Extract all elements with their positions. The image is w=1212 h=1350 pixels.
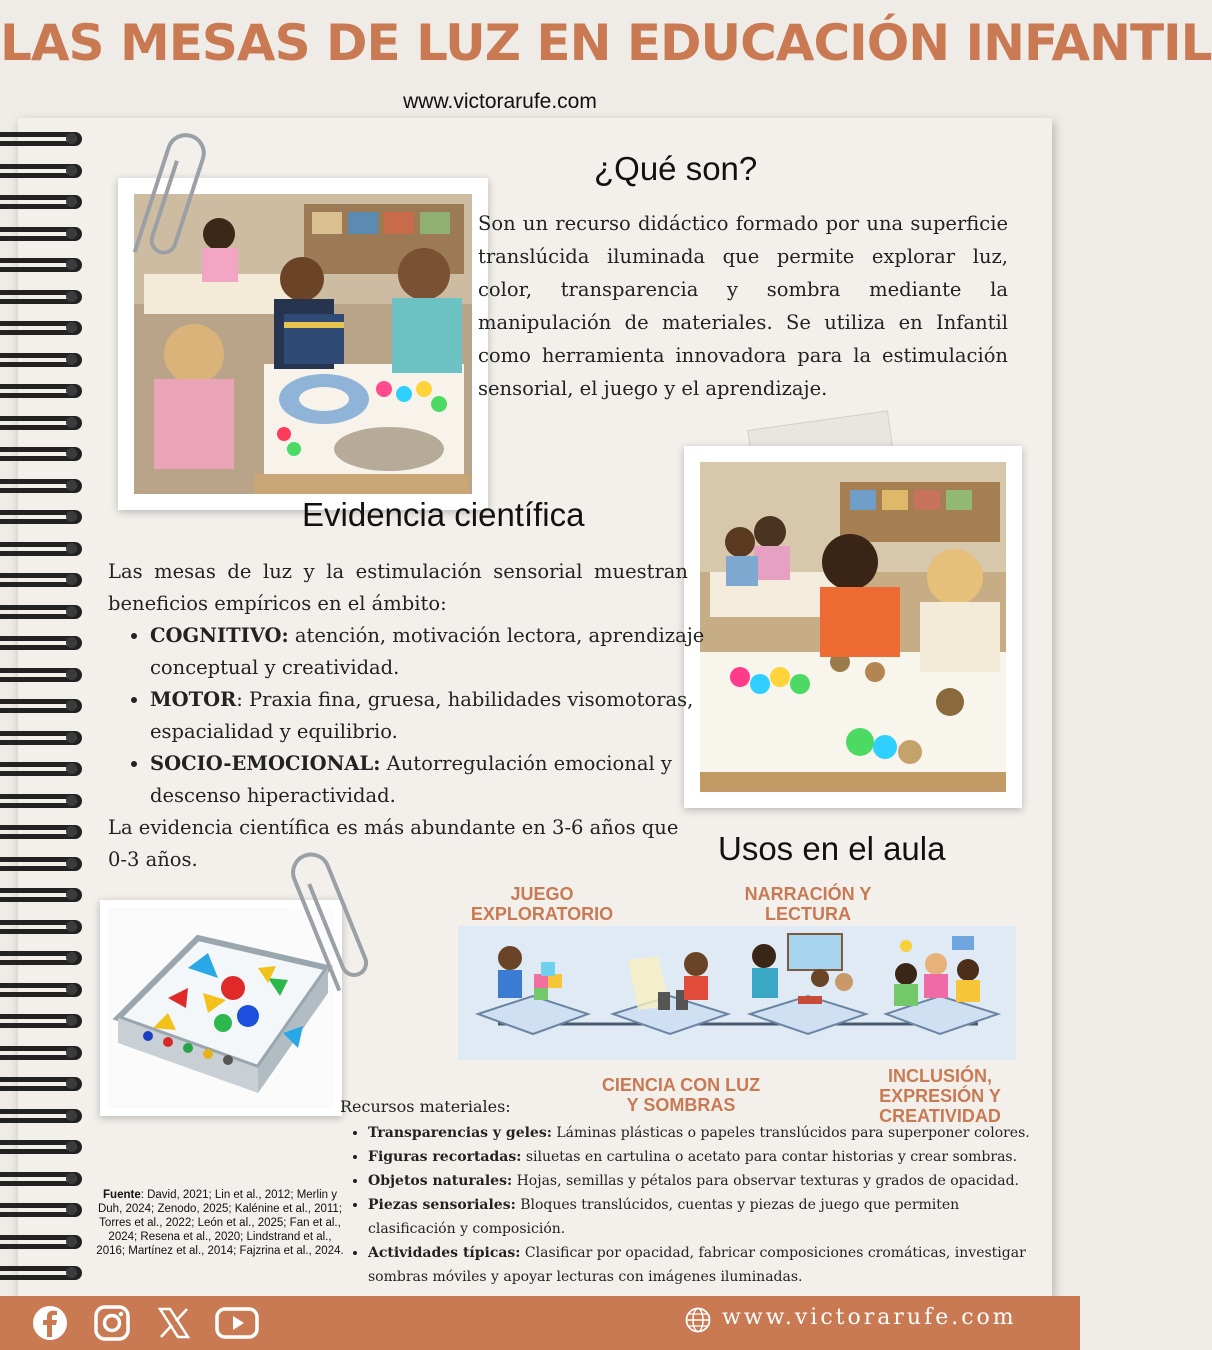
spiral-binding [0, 118, 90, 1298]
usos-label-ciencia: CIENCIA CON LUZ Y SOMBRAS [601, 1075, 761, 1115]
binding-hole [66, 228, 77, 239]
binding-hole [66, 795, 77, 806]
binding-hole [66, 1204, 77, 1215]
x-icon[interactable] [154, 1303, 194, 1343]
recurso-desc: Clasificar por opacidad, fabricar composiciones cromáticas, investigar sombras móviles y apoyar lecturas con imágenes iluminadas. [368, 1245, 1026, 1285]
evidencia-desc-cognitivo: atención, motivación lectora, aprendizaje conceptual y creatividad. [150, 624, 705, 679]
binding-hole [66, 291, 77, 302]
recursos-title: Recursos materiales: [340, 1097, 511, 1116]
binding-hole [66, 669, 77, 680]
usos-heading: Usos en el aula [718, 830, 946, 867]
binding-hole [66, 417, 77, 428]
paperclip-icon [292, 840, 362, 1000]
binding-hole [66, 858, 77, 869]
list-item [368, 1193, 1048, 1241]
binding-hole [66, 889, 77, 900]
photo-children-light-table-2 [684, 446, 1022, 808]
recurso-desc: Bloques translúcidos, cuentas y piezas de juego que permiten clasificación y composición. [368, 1197, 960, 1237]
evidencia-desc-motor: : Praxia fina, gruesa, habilidades visomotoras, espacialidad y equilibrio. [150, 688, 694, 743]
que-son-text: Son un recurso didáctico formado por una superficie translúcida iluminada que permite explorar luz, color, transparencia y sombra mediante la manipulación de materiales. Se utiliza en Infantil como herramienta innovadora para la estimulación sensorial, el juego y el aprendizaje. [478, 212, 1008, 400]
header-url[interactable]: www.victorarufe.com [403, 90, 597, 113]
recurso-term: Piezas sensoriales: [368, 1197, 516, 1213]
globe-icon [684, 1306, 712, 1334]
fuente-citations [94, 1188, 346, 1258]
binding-hole [66, 354, 77, 365]
paperclip-icon [134, 120, 204, 270]
instagram-icon[interactable] [92, 1303, 132, 1343]
fuente-text: : David, 2021; Lin et al., 2012; Merlin y Duh, 2024; Zenodo, 2025; Kalénine et al., 2011; Torres et al., 2022; León et al., 2025; Fan et al., 2024; Resena et al., 2020; Lindstrand et al., 2016; Martínez et al., 2014; Fajzrina et al., 2024. [96, 1189, 344, 1257]
binding-hole [66, 732, 77, 743]
binding-hole [66, 1047, 77, 1058]
binding-hole [66, 165, 77, 176]
binding-hole [66, 984, 77, 995]
recursos-list [348, 1121, 1048, 1289]
binding-hole [66, 511, 77, 522]
usos-label-juego: JUEGO EXPLORATORIO [470, 884, 614, 924]
binding-hole [66, 1173, 77, 1184]
evidencia-desc-socio: Autorregulación emocional y descenso hiperactividad. [150, 752, 672, 807]
recurso-term: Actividades típicas: [368, 1245, 521, 1261]
binding-hole [66, 826, 77, 837]
binding-hole [66, 1141, 77, 1152]
recurso-desc: siluetas en cartulina o acetato para contar historias y crear sombras. [521, 1149, 1018, 1165]
binding-hole [66, 480, 77, 491]
list-item [368, 1121, 1048, 1145]
evidencia-heading: Evidencia científica [302, 496, 585, 533]
list-item [150, 748, 730, 812]
binding-hole [66, 1110, 77, 1121]
list-item [368, 1241, 1048, 1289]
page-title: LAS MESAS DE LUZ EN EDUCACIÓN INFANTIL [0, 14, 1212, 72]
footer-url[interactable]: www.victorarufe.com [722, 1305, 1017, 1330]
binding-hole [66, 921, 77, 932]
binding-hole [66, 952, 77, 963]
evidencia-term-cognitivo: COGNITIVO: [150, 624, 289, 647]
evidencia-intro: Las mesas de luz y la estimulación sensorial muestran beneficios empíricos en el ámbito: [108, 560, 688, 615]
facebook-icon[interactable] [30, 1303, 70, 1343]
recurso-desc: Hojas, semillas y pétalos para observar texturas y grados de opacidad. [512, 1173, 1020, 1189]
list-item [150, 684, 730, 748]
list-item [368, 1145, 1048, 1169]
recurso-term: Figuras recortadas: [368, 1149, 522, 1165]
usos-illustration [458, 926, 1016, 1060]
list-item [368, 1169, 1048, 1193]
list-item [150, 620, 730, 684]
binding-hole [66, 196, 77, 207]
binding-hole [66, 1267, 77, 1278]
recurso-term: Transparencias y geles: [368, 1125, 552, 1141]
binding-hole [66, 1015, 77, 1026]
binding-hole [66, 1078, 77, 1089]
youtube-icon[interactable] [214, 1303, 260, 1343]
evidencia-note: La evidencia científica es más abundante en 3-6 años que 0-3 años. [108, 816, 679, 871]
recurso-term: Objetos naturales: [368, 1173, 513, 1189]
usos-label-narracion: NARRACIÓN Y LECTURA [744, 884, 872, 924]
usos-label-inclusion: INCLUSIÓN, EXPRESIÓN Y CREATIVIDAD [879, 1066, 1001, 1126]
evidencia-term-socio: SOCIO-EMOCIONAL: [150, 752, 381, 775]
fuente-label: Fuente [103, 1189, 141, 1201]
binding-hole [66, 637, 77, 648]
binding-hole [66, 763, 77, 774]
binding-hole [66, 700, 77, 711]
binding-hole [66, 543, 77, 554]
binding-hole [66, 259, 77, 270]
binding-hole [66, 385, 77, 396]
que-son-heading: ¿Qué son? [594, 150, 758, 187]
binding-hole [66, 448, 77, 459]
recurso-desc: Láminas plásticas o papeles translúcidos para superponer colores. [551, 1125, 1030, 1141]
binding-hole [66, 322, 77, 333]
evidencia-term-motor: MOTOR [150, 688, 237, 711]
binding-hole [66, 606, 77, 617]
binding-hole [66, 1236, 77, 1247]
evidencia-list [108, 620, 730, 812]
binding-hole [66, 574, 77, 585]
binding-hole [66, 133, 77, 144]
